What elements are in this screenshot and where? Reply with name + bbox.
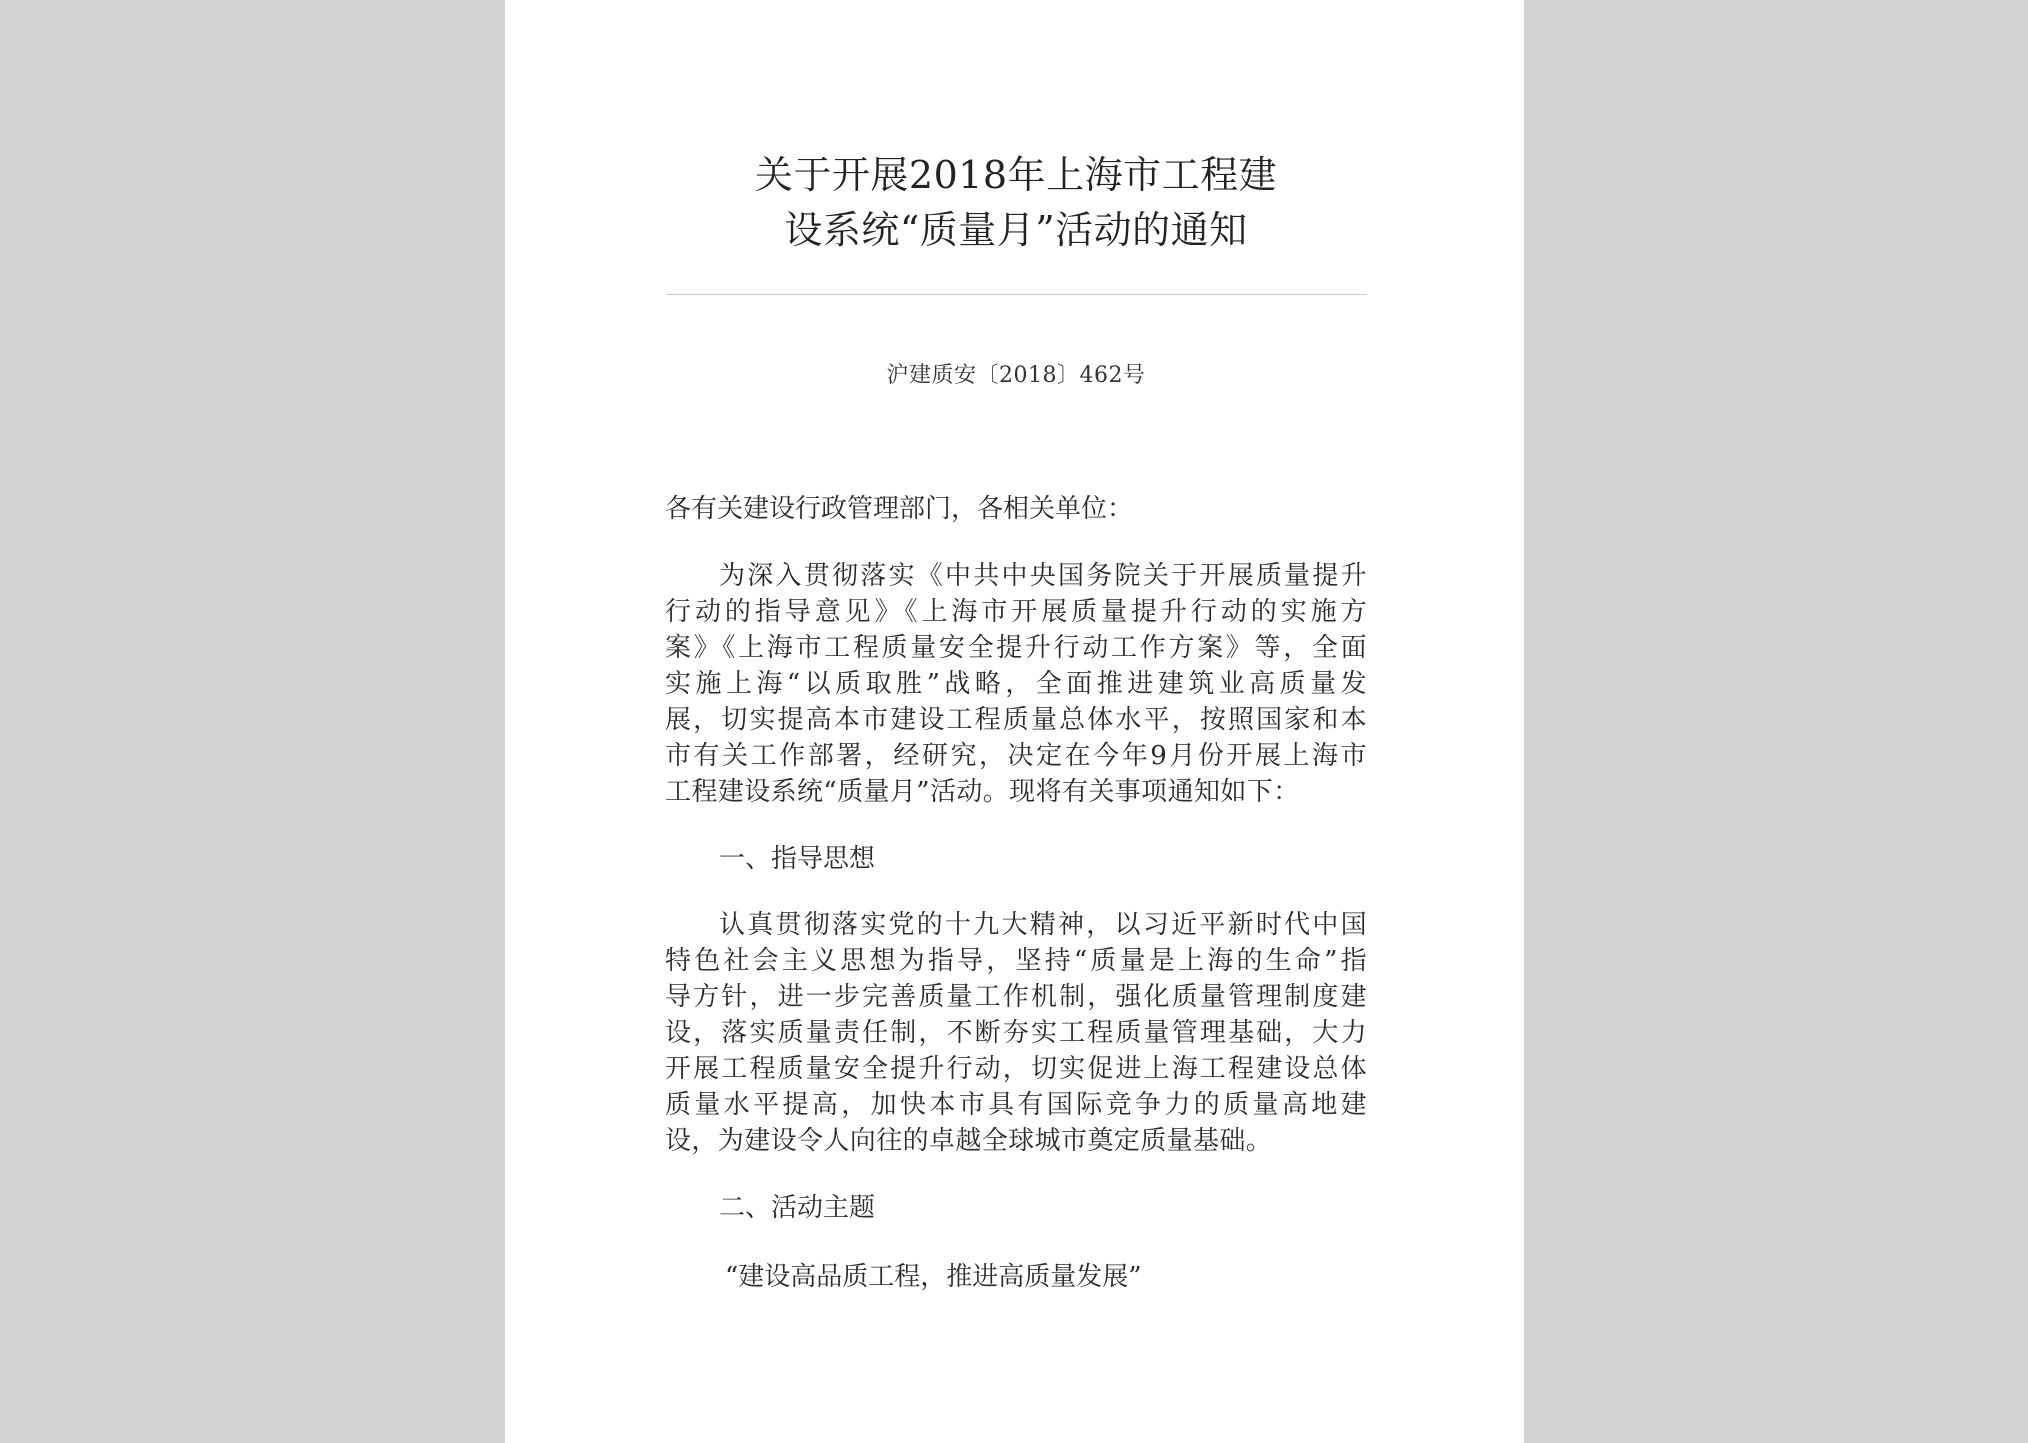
document-page (505, 0, 1524, 1443)
title-line-1: 关于开展2018年上海市工程建 (754, 153, 1278, 197)
intro-line: 展，切实提高本市建设工程质量总体水平，按照国家和本 (665, 705, 1367, 735)
intro-paragraph (665, 558, 1367, 810)
intro-line: 市有关工作部署，经研究，决定在今年9月份开展上海市 (665, 741, 1367, 771)
section-heading-activity-theme: 二、活动主题 (719, 1193, 876, 1223)
section1-line: 开展工程质量安全提升行动，切实促进上海工程建设总体 (665, 1054, 1367, 1084)
title-divider (667, 294, 1367, 295)
guiding-ideology-paragraph (665, 907, 1367, 1159)
section1-line: 质量水平提高，加快本市具有国际竞争力的质量高地建 (665, 1090, 1367, 1120)
section1-line: 设，落实质量责任制，不断夯实工程质量管理基础，大力 (665, 1018, 1367, 1048)
document-title (665, 148, 1367, 258)
section1-line: 设，为建设令人向往的卓越全球城市奠定质量基础。 (665, 1126, 1273, 1156)
intro-line: 行动的指导意见》《上海市开展质量提升行动的实施方 (665, 597, 1367, 627)
activity-theme-text: “建设高品质工程，推进高质量发展” (725, 1262, 1142, 1292)
intro-line: 为深入贯彻落实《中共中央国务院关于开展质量提升 (719, 561, 1367, 591)
intro-line: 实施上海“以质取胜”战略，全面推进建筑业高质量发 (665, 669, 1367, 699)
intro-line: 案》《上海市工程质量安全提升行动工作方案》等，全面 (665, 633, 1367, 663)
title-line-2: 设系统“质量月”活动的通知 (784, 208, 1248, 252)
intro-line: 工程建设系统“质量月”活动。现将有关事项通知如下： (665, 777, 1300, 807)
salutation: 各有关建设行政管理部门，各相关单位： (665, 494, 1134, 524)
section1-line: 认真贯彻落实党的十九大精神，以习近平新时代中国 (719, 910, 1367, 940)
section1-line: 导方针，进一步完善质量工作机制，强化质量管理制度建 (665, 982, 1367, 1012)
section-heading-guiding-ideology: 一、指导思想 (719, 844, 876, 874)
section1-line: 特色社会主义思想为指导，坚持“质量是上海的生命”指 (665, 946, 1367, 976)
document-number: 沪建质安〔2018〕462号 (886, 363, 1146, 388)
